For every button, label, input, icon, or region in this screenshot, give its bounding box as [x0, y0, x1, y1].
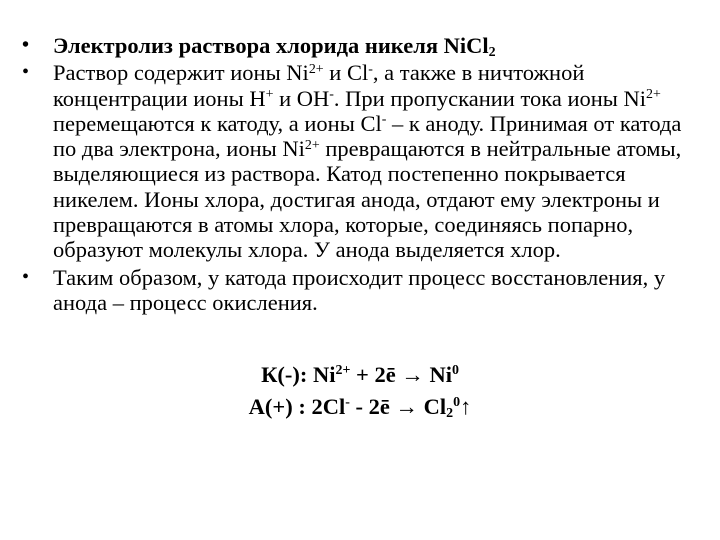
bullet-item-conclusion	[22, 265, 702, 316]
subscript: 2	[446, 406, 454, 422]
bullet-list	[22, 33, 702, 317]
text-segment: Раствор содержит ионы Ni	[53, 60, 309, 86]
superscript: 2+	[308, 61, 324, 77]
title-subscript: 2	[488, 45, 496, 61]
conclusion-text: Таким образом, у катода происходит процесс восстановления, у анода – процесс окисления.	[53, 264, 666, 315]
text-segment: и Cl	[323, 60, 369, 86]
bullet-dot: •	[22, 265, 30, 288]
text-segment: . При пропускании тока ионы Ni	[333, 85, 647, 111]
superscript: 0	[451, 363, 459, 379]
equation-text: К(-): Ni	[261, 362, 336, 387]
superscript: +	[265, 86, 274, 102]
equation-anode	[0, 394, 720, 420]
superscript: -	[381, 112, 387, 128]
bullet-item-title	[22, 33, 702, 61]
text-segment: , а также в ничтожной концентрации ионы Н	[53, 60, 585, 111]
up-arrow: ↑	[460, 394, 472, 419]
equation-text: + 2ē → Ni	[350, 362, 452, 387]
text-segment: превращаются в нейтральные атомы, выделяющиеся из раствора. Катод постепенно покрывается никелем. Ионы хлора, достигая анода, отдают ему электроны и превращаются в атомы хлора, которые, соединяясь попарно, образуют молекулы хлора. У анода выделяется хлор.	[53, 136, 682, 263]
superscript: 2+	[335, 363, 351, 379]
superscript: -	[329, 86, 334, 102]
bullet-dot: •	[22, 61, 30, 84]
superscript: -	[345, 395, 350, 411]
superscript: -	[368, 61, 373, 77]
text-segment: и ОН	[273, 85, 330, 111]
bullet-item-description	[22, 60, 702, 262]
superscript: 0	[453, 395, 461, 411]
equation-cathode	[0, 362, 720, 388]
bullet-dot: •	[22, 34, 30, 56]
equation-text: А(+) : 2Cl	[248, 394, 346, 419]
text-segment: – к аноду. Принимая от катода по два электрона, ионы Ni	[53, 110, 682, 162]
equation-text: - 2ē → Cl	[349, 394, 447, 419]
superscript: 2+	[646, 86, 661, 102]
superscript: 2+	[304, 137, 320, 153]
text-segment: перемещаются к катоду, а ионы Cl	[53, 110, 382, 136]
title-text: Электролиз раствора хлорида никеля NiCl	[53, 33, 489, 58]
